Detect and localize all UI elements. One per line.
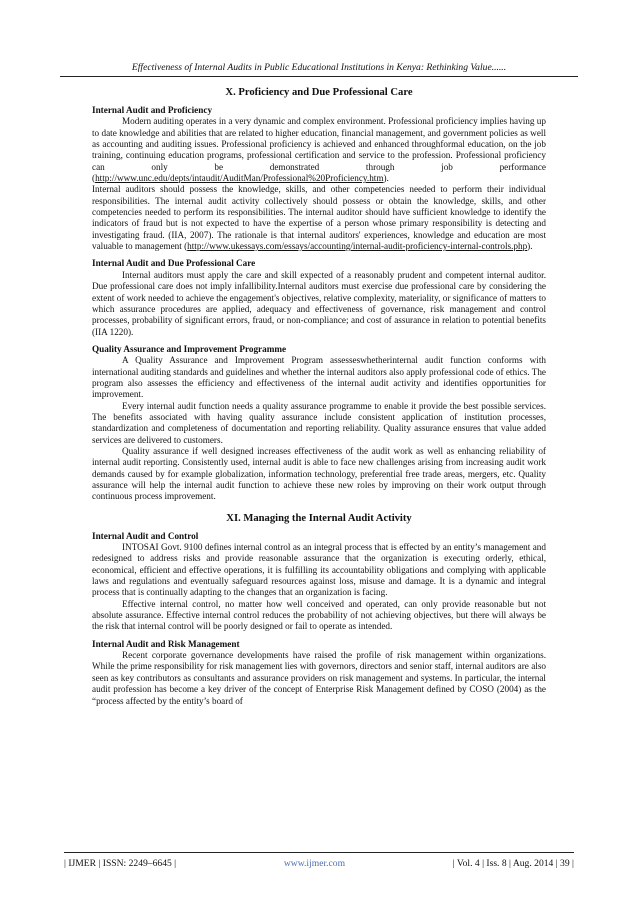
running-header: Effectiveness of Internal Audits in Public Educational Institutions in Kenya: Rethinking Value......	[60, 62, 578, 77]
proficiency-url-link[interactable]: http://www.unc.edu/depts/intaudit/AuditMan/Professional%20Proficiency.htm	[95, 173, 384, 184]
issue-info: | Vol. 4 | Iss. 8 | Aug. 2014 | 39 |	[452, 858, 574, 869]
ukessays-url-link[interactable]: http://www.ukessays.com/essays/accounting/internal-audit-proficiency-internal-controls.php	[187, 241, 528, 252]
paragraph: Quality assurance if well designed increases effectiveness of the audit work as well as enhancing reliability of internal audit reporting. Consistently used, internal audit is able to face new challenges arising from increasing audit work demands caused by for example globalization, information technology, preferential free trade areas, mergers, etc. Quality assurance will help the internal audit function to achieve these new roles by improving on their work output through continuous process improvement.	[92, 445, 546, 502]
page-footer	[64, 852, 574, 870]
paragraph: Modern auditing operates in a very dynamic and complex environment. Professional proficiency implies having up to date knowledge and abilities that are related to higher education, financial management, and government policies as well as accounting and auditing issues. Professional proficiency is achieved and enhanced throughformal education, on the job training, continuing education programs, professional certification and service to the profession. Professional proficiency can only be demonstrated through job performance (http://www.unc.edu/depts/intaudit/AuditMan/Professional%20Proficiency.htm).	[92, 116, 546, 184]
subheading-quality-assurance: Quality Assurance and Improvement Programme	[92, 343, 287, 354]
paragraph: Every internal audit function needs a quality assurance programme to enable it provide the best possible services. The benefits associated with having quality assurance include consistent application of institution processes, standardization and completeness of documentation and reporting reliability. Quality assurance ensures that value added services are delivered to customers.	[92, 400, 546, 445]
subheading-risk-management: Internal Audit and Risk Management	[92, 638, 240, 649]
subheading-due-professional-care: Internal Audit and Due Professional Care	[92, 258, 256, 269]
journal-issn: | IJMER | ISSN: 2249–6645 |	[64, 858, 177, 869]
paragraph: A Quality Assurance and Improvement Program assesseswhetherinternal audit function conforms with international auditing standards and guidelines and whether the internal auditors also apply professional code of ethics. The program also assesses the efficiency and effectiveness of the internal audit activity and identifies opportunities for improvement.	[92, 355, 546, 400]
paragraph: Internal auditors must apply the care and skill expected of a reasonably prudent and competent internal auditor. Due professional care does not imply infallibility.Internal auditors must exercise due professional care by considering the extent of work needed to achieve the engagement's objectives, relative complexity, materiality, or significance of matters to which assurance procedures are applied, adequacy and effectiveness of governance, risk management and control processes, probability of significant errors, fraud, or non-compliance; and cost of assurance in relation to potential benefits (IIA 1220).	[92, 269, 546, 337]
section-heading-managing-audit: XI. Managing the Internal Audit Activity	[226, 512, 412, 524]
section-heading-proficiency: X. Proficiency and Due Professional Care	[225, 87, 413, 98]
subheading-audit-proficiency: Internal Audit and Proficiency	[92, 105, 213, 115]
paragraph: Internal auditors should possess the knowledge, skills, and other competencies needed to perform their individual responsibilities. The internal audit activity collectively should possess or obtain the knowledge, skills, and other competencies needed to perform its responsibilities. The internal auditor should have sufficient knowledge to identify the indicators of fraud but is not expected to have the expertise of a person whose primary responsibility is detecting and investigating fraud. (IIA, 2007). The rationale is that internal auditors' experiences, knowledge and education are most valuable to management (http://www.ukessays.com/essays/accounting/internal-audit-proficiency-internal-controls.php).	[92, 184, 546, 252]
subheading-audit-control: Internal Audit and Control	[92, 530, 199, 541]
paragraph: Recent corporate governance developments have raised the profile of risk management within organizations. While the prime responsibility for risk management lies with governors, directors and senior staff, internal auditors are also seen as key contributors as consultants and assurance providers on risk management and systems. In particular, the internal audit profession has become a key driver of the concept of Enterprise Risk Management defined by COSO (2004) as the “process affected by the entity’s board of	[92, 650, 546, 706]
paragraph: Effective internal control, no matter how well conceived and operated, can only provide reasonable but not absolute assurance. Effective internal control reduces the probability of not achieving objectives, but there will always be the risk that internal control will be poorly designed or fail to operate as intended.	[92, 598, 546, 632]
article-body	[92, 86, 546, 707]
paragraph: INTOSAI Govt. 9100 defines internal control as an integral process that is effected by an entity’s management and redesigned to address risks and provide reasonable assurance that the organization is executing orderly, ethical, economical, efficient and effective operations, it is fulfilling its accountability obligations and complying with applicable laws and regulations and eventually safeguard resources against loss, misuse and damage. It is a dynamic and integral process that is continually adapting to the changes that an organization is facing.	[92, 542, 546, 598]
journal-website-link[interactable]: www.ijmer.com	[283, 858, 346, 869]
